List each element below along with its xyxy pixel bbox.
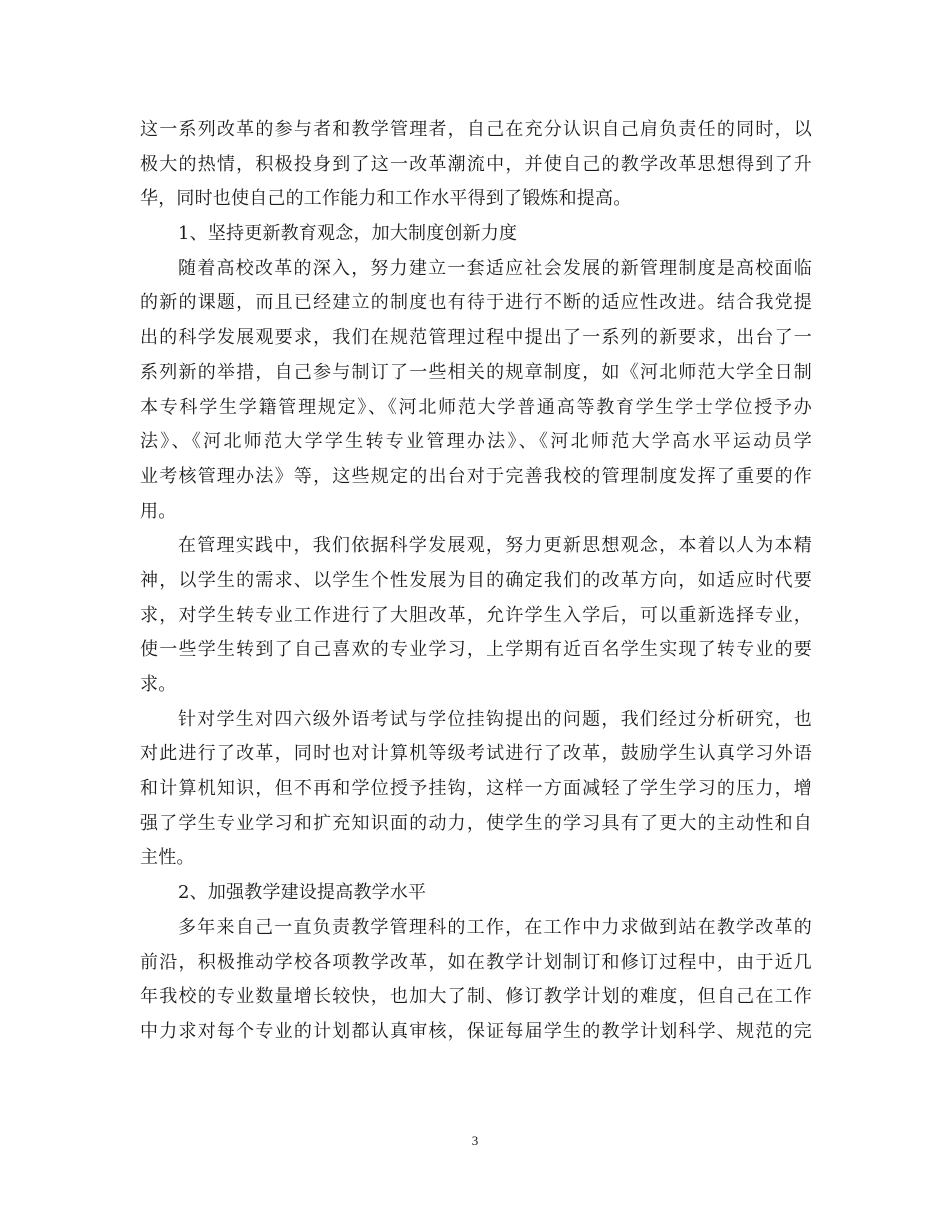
paragraph-line: 华，同时也使自己的工作能力和工作水平得到了锻炼和提高。	[140, 188, 632, 210]
paragraph-line: 求，对学生转专业工作进行了大胆改革，允许学生入学后，可以重新选择专业，	[140, 604, 812, 626]
page-number: 3	[471, 1133, 479, 1148]
paragraph-line: 年我校的专业数量增长较快，也加大了制、修订教学计划的难度，但自己在工作	[140, 986, 812, 1008]
paragraph-line: 随着高校改革的深入，努力建立一套适应社会发展的新管理制度是高校面临	[178, 257, 812, 279]
paragraph-line: 用。	[140, 500, 177, 522]
paragraph-line: 对此进行了改革，同时也对计算机等级考试进行了改革，鼓励学生认真学习外语	[140, 743, 812, 765]
paragraph-line: 主性。	[140, 847, 195, 869]
paragraph-line: 出的科学发展观要求，我们在规范管理过程中提出了一系列的新要求，出台了一	[140, 327, 812, 349]
paragraph-line: 使一些学生转到了自己喜欢的专业学习，上学期有近百名学生实现了转专业的要	[140, 639, 812, 661]
paragraph-line: 强了学生专业学习和扩充知识面的动力，使学生的学习具有了更大的主动性和自	[140, 812, 812, 834]
paragraph-line: 法》、《河北师范大学学生转专业管理办法》、《河北师范大学高水平运动员学	[140, 431, 812, 453]
paragraph-line: 的新的课题，而且已经建立的制度也有待于进行不断的适应性改进。结合我党提	[140, 292, 812, 314]
paragraph-line: 多年来自己一直负责教学管理科的工作，在工作中力求做到站在教学改革的	[178, 916, 812, 938]
body-text	[140, 113, 812, 1050]
paragraph-line: 极大的热情，积极投身到了这一改革潮流中，并使自己的教学改革思想得到了升	[140, 153, 812, 175]
paragraph-line: 前沿，积极推动学校各项教学改革，如在教学计划制订和修订过程中，由于近几	[140, 951, 812, 973]
section-heading: 2、加强教学建设提高教学水平	[178, 882, 427, 904]
paragraph-line: 和计算机知识，但不再和学位授予挂钩，这样一方面减轻了学生学习的压力，增	[140, 778, 812, 800]
paragraph-line: 针对学生对四六级外语考试与学位挂钩提出的问题，我们经过分析研究，也	[178, 708, 812, 730]
paragraph-line: 神，以学生的需求、以学生个性发展为目的确定我们的改革方向，如适应时代要	[140, 569, 812, 591]
paragraph-line: 中力求对每个专业的计划都认真审核，保证每届学生的教学计划科学、规范的完	[140, 1020, 812, 1042]
paragraph-line: 业考核管理办法》等，这些规定的出台对于完善我校的管理制度发挥了重要的作	[140, 465, 812, 487]
paragraph-line: 本专科学生学籍管理规定》、《河北师范大学普通高等教育学生学士学位授予办	[140, 396, 812, 418]
paragraph-line: 求。	[140, 674, 177, 695]
paragraph-line: 系列新的举措，自己参与制订了一些相关的规章制度，如《河北师范大学全日制	[140, 361, 812, 383]
paragraph-line: 在管理实践中，我们依据科学发展观，努力更新思想观念，本着以人为本精	[178, 535, 812, 557]
section-heading: 1、坚持更新教育观念，加大制度创新力度	[178, 223, 518, 245]
paragraph-line: 这一系列改革的参与者和教学管理者，自己在充分认识自己肩负责任的同时，以	[140, 119, 812, 140]
